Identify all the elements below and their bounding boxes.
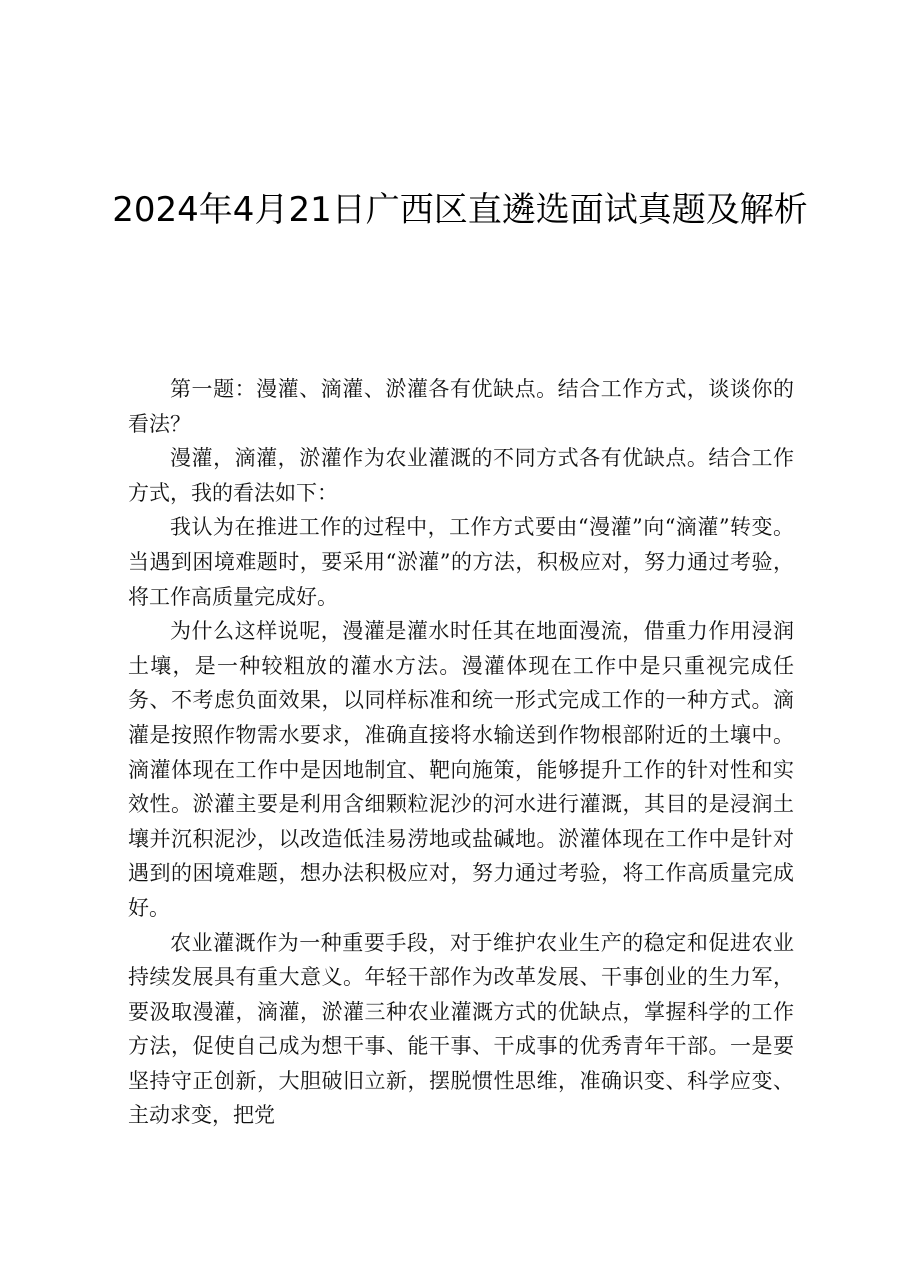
viewpoint-paragraph: 我认为在推进工作的过程中，工作方式要由“漫灌”向“滴灌”转变。当遇到困境难题时，要采用“淤灌”的方法，积极应对，努力通过考验，将工作高质量完成好。 bbox=[128, 515, 794, 609]
intro-paragraph: 漫灌，滴灌，淤灌作为农业灌溉的不同方式各有优缺点。结合工作方式，我的看法如下： bbox=[128, 446, 794, 505]
document-body bbox=[128, 372, 794, 1133]
explanation-paragraph: 为什么这样说呢，漫灌是灌水时任其在地面漫流，借重力作用浸润土壤，是一种较粗放的灌水方法。漫灌体现在工作中是只重视完成任务、不考虑负面效果，以同样标准和统一形式完成工作的一种方式。滴灌是按照作物需水要求，准确直接将水输送到作物根部附近的土壤中。滴灌体现在工作中是因地制宜、靶向施策，能够提升工作的针对性和实效性。淤灌主要是利用含细颗粒泥沙的河水进行灌溉，其目的是浸润土壤并沉积泥沙，以改造低洼易涝地或盐碱地。淤灌体现在工作中是针对遇到的困境难题，想办法积极应对，努力通过考验，将工作高质量完成好。 bbox=[128, 619, 794, 920]
conclusion-paragraph: 农业灌溉作为一种重要手段，对于维护农业生产的稳定和促进农业持续发展具有重大意义。年轻干部作为改革发展、干事创业的生力军，要汲取漫灌，滴灌，淤灌三种农业灌溉方式的优缺点，掌握科学的工作方法，促使自己成为想干事、能干事、干成事的优秀青年干部。一是要坚持守正创新，大胆破旧立新，摆脱惯性思维，准确识变、科学应变、主动求变，把党 bbox=[128, 930, 794, 1128]
document-title: 2024年4月21日广西区直遴选面试真题及解析 bbox=[112, 190, 808, 230]
question-paragraph: 第一题：漫灌、滴灌、淤灌各有优缺点。结合工作方式，谈谈你的看法？ bbox=[128, 377, 794, 436]
